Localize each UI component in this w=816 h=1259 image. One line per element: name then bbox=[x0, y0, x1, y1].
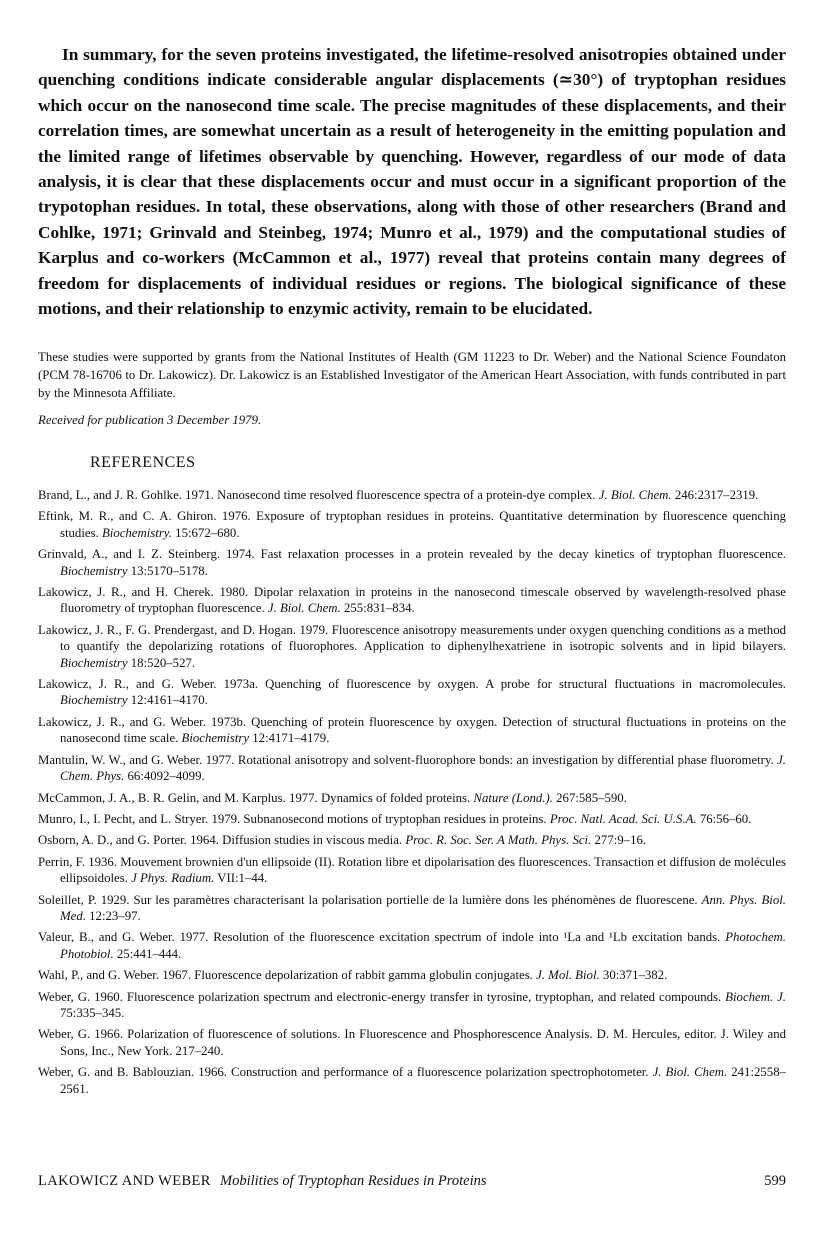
reference-citation: 76:56–60. bbox=[699, 811, 752, 826]
reference-text: Grinvald, A., and I. Z. Steinberg. 1974. Fast relaxation processes in a protein revealed by the decay kinetics of tryptophan fluorescence. bbox=[38, 547, 786, 562]
reference-item bbox=[38, 546, 786, 579]
reference-citation: 241:2558–2561. bbox=[60, 1065, 786, 1096]
reference-text: Soleillet, P. 1929. Sur les paramètres characterisant la polarisation portielle de la lumière dons les phénomènes de fluorescene. bbox=[38, 892, 698, 907]
reference-list bbox=[38, 487, 786, 1102]
reference-journal: J. Biol. Chem. bbox=[598, 488, 672, 502]
reference-journal: Biochemistry bbox=[181, 731, 250, 746]
reference-text: Wahl, P., and G. Weber. 1967. Fluorescence depolarization of rabbit gamma globulin conjugates. bbox=[38, 968, 533, 983]
reference-citation: 277:9–16. bbox=[594, 833, 647, 848]
reference-journal: Proc. Natl. Acad. Sci. U.S.A. bbox=[549, 811, 697, 826]
reference-item bbox=[38, 790, 786, 806]
reference-text: Brand, L., and J. R. Gohlke. 1971. Nanosecond time resolved fluorescence spectra of a protein-dye complex. bbox=[38, 488, 596, 502]
reference-citation: 13:5170–5178. bbox=[130, 563, 208, 578]
reference-citation: 25:441–444. bbox=[116, 946, 182, 961]
reference-text: Perrin, F. 1936. Mouvement brownien d'un ellipsoide (II). Rotation libre et dipolarisation des fluorescences. Transaction et diffusion de molécules ellipsoidoles. bbox=[38, 854, 786, 886]
reference-citation: 12:4171–4179. bbox=[252, 731, 330, 746]
reference-item bbox=[38, 929, 786, 962]
summary-paragraph: In summary, for the seven proteins investigated, the lifetime-resolved anisotropies obtained under quenching conditions indicate considerable angular displacements (≃30°) of tryptophan residues which occur on the nanosecond time scale. The precise magnitudes of these displacements, and their correlation times, are somewhat uncertain as a result of heterogeneity in the emitting population and the limited range of lifetimes observable by quenching. However, regardless of our mode of data analysis, it is clear that these displacements occur and must occur in a significant proportion of the trypotophan residues. In total, these observations, along with those of other researchers (Brand and Cohlke, 1971; Grinvald and Steinbeg, 1974; Munro et al., 1979) and the computational studies of Karplus and co-workers (McCammon et al., 1977) reveal that proteins contain many degrees of freedom for displacements of individual residues or regions. The biological significance of these motions, and their relationship to enzymic activity, remain to be elucidated. bbox=[38, 45, 786, 319]
reference-citation: 246:2317–2319. bbox=[674, 488, 759, 502]
reference-item bbox=[38, 1064, 786, 1097]
reference-citation: 75:335–345. bbox=[60, 1005, 125, 1020]
footer-article-title: Mobilities of Tryptophan Residues in Proteins bbox=[220, 1173, 487, 1189]
reference-journal: Biochemistry bbox=[60, 693, 128, 708]
reference-citation: 267:585–590. bbox=[556, 790, 627, 805]
footer-authors: LAKOWICZ AND WEBER bbox=[38, 1173, 211, 1189]
reference-journal: J. Chem. Phys. bbox=[60, 752, 787, 784]
reference-journal: J. Mol. Biol. bbox=[536, 968, 600, 983]
reference-item bbox=[38, 832, 786, 848]
page-footer bbox=[38, 1173, 786, 1193]
received-date: Received for publication 3 December 1979. bbox=[38, 413, 262, 427]
reference-journal: Nature (Lond.). bbox=[473, 790, 553, 805]
reference-text: Osborn, A. D., and G. Porter. 1964. Diffusion studies in viscous media. bbox=[38, 833, 403, 848]
reference-journal: Proc. R. Soc. Ser. A Math. Phys. Sci. bbox=[405, 833, 592, 848]
reference-citation: VII:1–44. bbox=[217, 871, 268, 886]
reference-journal: Biochemistry bbox=[60, 563, 128, 578]
reference-text: Mantulin, W. W., and G. Weber. 1977. Rotational anisotropy and solvent-fluorophore bonds: an investigation by differential phase fluorometry. bbox=[38, 752, 774, 767]
reference-text: Lakowicz, J. R., and G. Weber. 1973b. Quenching of protein fluorescence by oxygen. Detection of structural fluctuations in proteins on the nanosecond time scale. bbox=[38, 714, 786, 746]
reference-citation: 15:672–680. bbox=[175, 525, 240, 540]
page-number: 599 bbox=[764, 1173, 786, 1189]
reference-item bbox=[38, 676, 786, 709]
reference-citation: 12:23–97. bbox=[89, 908, 141, 923]
reference-text: Valeur, B., and G. Weber. 1977. Resolution of the fluorescence excitation spectrum of indole into ¹La and ¹Lb excitation bands. bbox=[38, 930, 721, 945]
references-heading: REFERENCES bbox=[90, 454, 196, 471]
reference-text: Lakowicz, J. R., F. G. Prendergast, and D. Hogan. 1979. Fluorescence anisotropy measurements under oxygen quenching conditions as a method to quantify the depolarizing rotations of fluorophores. Application to diphenylhexatriene in isotropic solvents and in lipid bilayers. bbox=[38, 622, 786, 654]
reference-item bbox=[38, 622, 786, 671]
reference-citation: 30:371–382. bbox=[602, 968, 668, 983]
reference-text: Munro, I., I. Pecht, and L. Stryer. 1979. Subnanosecond motions of tryptophan residues in proteins. bbox=[38, 811, 547, 826]
reference-item bbox=[38, 487, 786, 503]
reference-text: McCammon, J. A., B. R. Gelin, and M. Karplus. 1977. Dynamics of folded proteins. bbox=[38, 790, 471, 805]
reference-journal: Ann. Phys. Biol. Med. bbox=[60, 892, 786, 923]
reference-journal: J Phys. Radium. bbox=[131, 871, 215, 886]
reference-item bbox=[38, 989, 786, 1022]
reference-text: Eftink, M. R., and C. A. Ghiron. 1976. Exposure of tryptophan residues in proteins. Quantitative determination by fluorescence quenching studies. bbox=[38, 509, 786, 540]
reference-item bbox=[38, 508, 786, 541]
reference-item bbox=[38, 584, 786, 617]
reference-text: Lakowicz, J. R., and G. Weber. 1973a. Quenching of fluorescence by oxygen. A probe for structural fluctuations in macromolecules. bbox=[38, 677, 786, 692]
reference-journal: Biochemistry bbox=[60, 655, 128, 670]
reference-item bbox=[38, 811, 786, 827]
reference-item bbox=[38, 892, 786, 925]
reference-journal: J. Biol. Chem. bbox=[267, 601, 341, 616]
reference-item bbox=[38, 967, 786, 983]
reference-journal: Biochem. J. bbox=[725, 989, 786, 1004]
reference-journal: Photochem. Photobiol. bbox=[60, 930, 786, 961]
reference-text: Weber, G. 1966. Polarization of fluorescence of solutions. In Fluorescence and Phosphorescence Analysis. D. M. Hercules, editor. J. Wiley and Sons, Inc., New York. 217–240. bbox=[38, 1027, 786, 1058]
reference-citation: 12:4161–4170. bbox=[130, 693, 208, 708]
acknowledgment-paragraph: These studies were supported by grants from the National Institutes of Health (GM 11223 to Dr. Weber) and the National Science Foundaton (PCM 78-16706 to Dr. Lakowicz). Dr. Lakowicz is an Established Investigator of the American Heart Association, with funds contributed in part by the Minnesota Affiliate. bbox=[38, 350, 786, 401]
reference-citation: 66:4092–4099. bbox=[127, 769, 205, 784]
reference-journal: Biochemistry. bbox=[101, 525, 172, 540]
reference-item bbox=[38, 714, 786, 747]
reference-citation: 255:831–834. bbox=[343, 601, 415, 616]
reference-journal: J. Biol. Chem. bbox=[652, 1065, 728, 1080]
reference-citation: 18:520–527. bbox=[130, 655, 196, 670]
reference-text: Weber, G. and B. Bablouzian. 1966. Construction and performance of a fluorescence polarization spectrophotometer. bbox=[38, 1065, 649, 1080]
reference-item bbox=[38, 1026, 786, 1059]
reference-text: Lakowicz, J. R., and H. Cherek. 1980. Dipolar relaxation in proteins in the nanosecond timescale observed by wavelength-resolved phase fluorometry of tryptophan fluorescence. bbox=[38, 585, 786, 616]
reference-text: Weber, G. 1960. Fluorescence polarization spectrum and electronic-energy transfer in tyrosine, tryptophan, and related compounds. bbox=[38, 989, 722, 1004]
reference-item bbox=[38, 752, 786, 785]
reference-item bbox=[38, 854, 786, 887]
